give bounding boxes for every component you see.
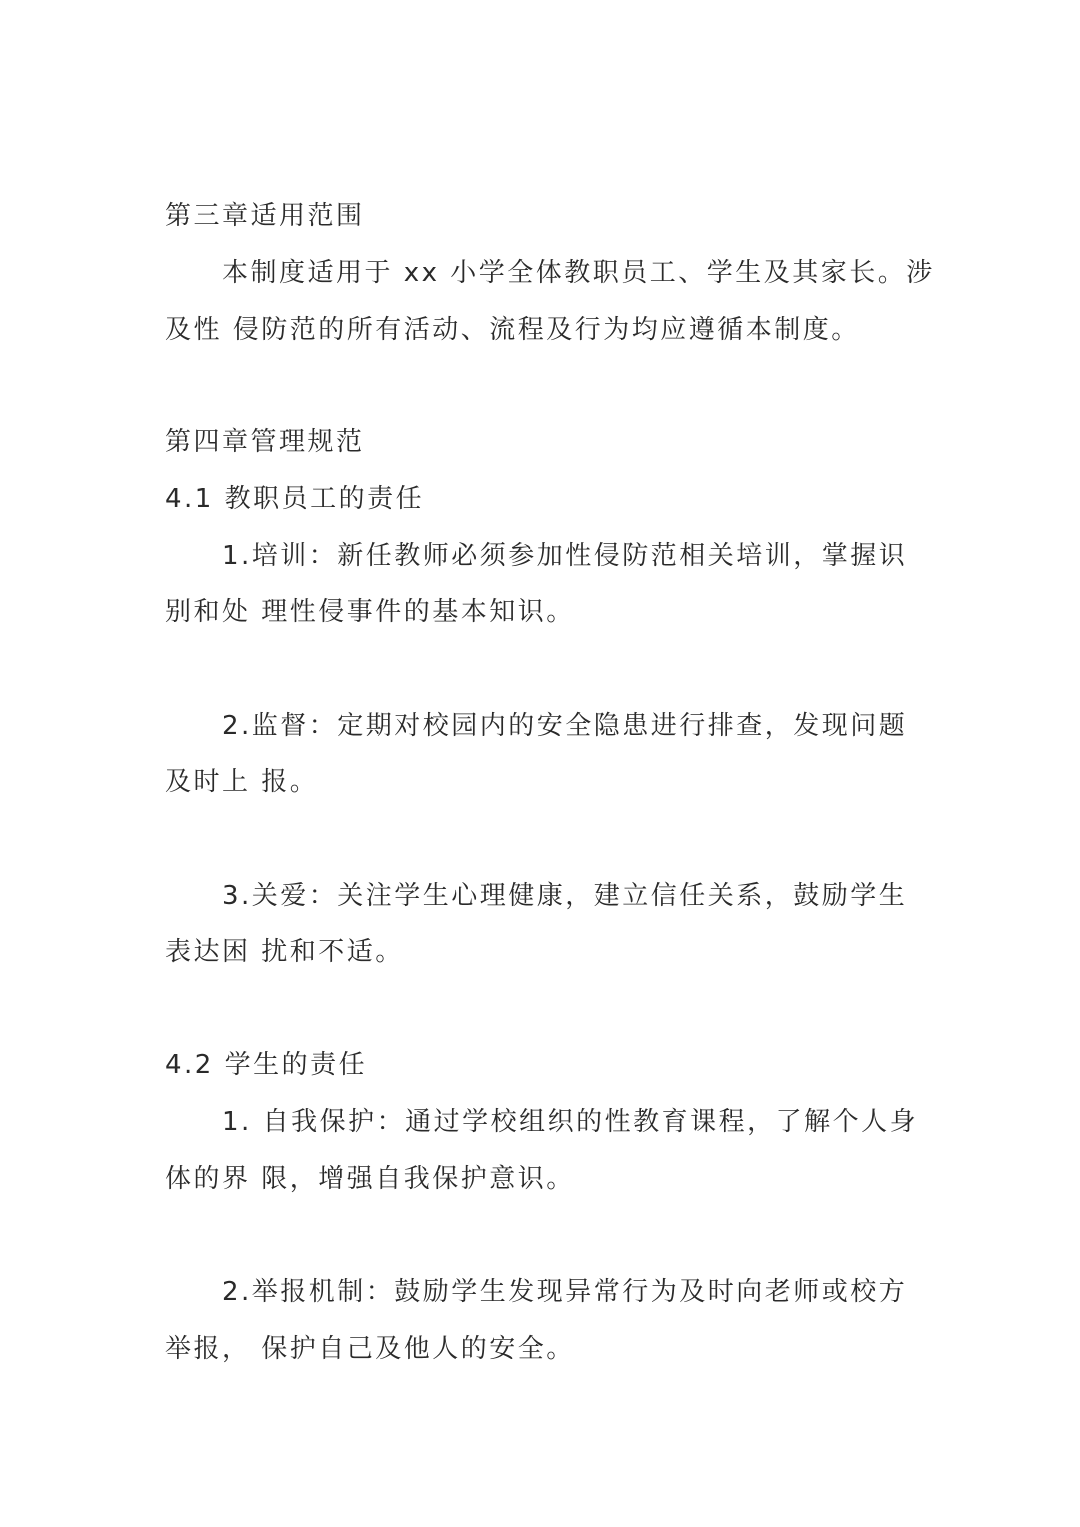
section-4-2-item-1-line-1: 1. 自我保护：通过学校组织的性教育课程，了解个人身 <box>222 1107 919 1137</box>
section-4-2-heading: 4.2 学生的责任 <box>165 1050 368 1080</box>
section-4-2-item-2-line-1: 2.举报机制：鼓励学生发现异常行为及时向老师或校方 <box>222 1277 908 1307</box>
section-4-2-item-2-line-2: 举报， 保护自己及他人的安全。 <box>165 1334 575 1364</box>
chapter-4-heading: 第四章管理规范 <box>165 427 365 457</box>
chapter-3-paragraph-line-2: 及性 侵防范的所有活动、流程及行为均应遵循本制度。 <box>165 315 860 345</box>
section-4-1-item-3-line-2: 表达困 扰和不适。 <box>165 937 404 967</box>
section-4-1-item-2-line-2: 及时上 报。 <box>165 767 319 797</box>
section-4-1-heading: 4.1 教职员工的责任 <box>165 484 425 514</box>
section-4-2-item-1-line-2: 体的界 限，增强自我保护意识。 <box>165 1164 575 1194</box>
section-4-1-item-1-line-1: 1.培训：新任教师必须参加性侵防范相关培训，掌握识 <box>222 541 908 571</box>
section-4-1-item-3-line-1: 3.关爱：关注学生心理健康，建立信任关系，鼓励学生 <box>222 881 908 911</box>
section-4-1-item-2-line-1: 2.监督：定期对校园内的安全隐患进行排查，发现问题 <box>222 711 908 741</box>
chapter-3-paragraph-line-1: 本制度适用于 xx 小学全体教职员工、学生及其家长。涉 <box>222 258 935 288</box>
chapter-3-heading: 第三章适用范围 <box>165 201 365 231</box>
section-4-1-item-1-line-2: 别和处 理性侵事件的基本知识。 <box>165 597 575 627</box>
